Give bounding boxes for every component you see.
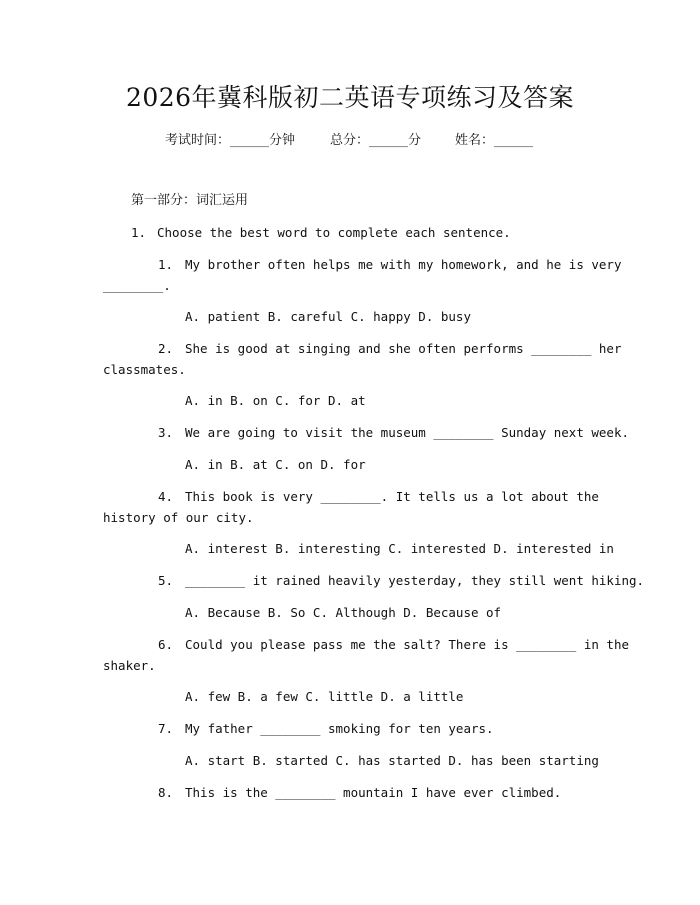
question-8	[158, 784, 561, 802]
question-4-continuation: history of our city.	[103, 510, 254, 525]
question-number: 4.	[158, 489, 174, 504]
question-6	[158, 636, 629, 654]
question-3	[158, 424, 629, 442]
question-text: This book is very ________. It tells us a lot about the	[185, 489, 599, 504]
question-3-options: A. in B. at C. on D. for	[185, 457, 366, 472]
question-number: 8.	[158, 785, 174, 800]
question-6-options: A. few B. a few C. little D. a little	[185, 689, 464, 704]
exam-time-field: 考试时间：______分钟	[165, 133, 296, 148]
question-1	[158, 256, 622, 274]
instruction-number: 1.	[131, 225, 147, 240]
question-number: 2.	[158, 341, 174, 356]
question-7-options: A. start B. started C. has started D. has been starting	[185, 753, 599, 768]
question-1-continuation: ________.	[103, 278, 171, 293]
question-text: She is good at singing and she often performs ________ her	[185, 341, 622, 356]
question-text: This is the ________ mountain I have ever climbed.	[185, 785, 562, 800]
student-name-field: 姓名：______	[455, 133, 534, 148]
question-number: 5.	[158, 573, 174, 588]
question-4-options: A. interest B. interesting C. interested D. interested in	[185, 541, 614, 556]
question-7	[158, 720, 494, 738]
question-text: My brother often helps me with my homework, and he is very	[185, 257, 622, 272]
question-number: 1.	[158, 257, 174, 272]
question-5-options: A. Because B. So C. Although D. Because of	[185, 605, 502, 620]
page-title: 2026年冀科版初二英语专项练习及答案	[125, 83, 575, 112]
question-number: 7.	[158, 721, 174, 736]
question-number: 6.	[158, 637, 174, 652]
section-heading: 第一部分：词汇运用	[131, 193, 249, 208]
instruction	[131, 224, 511, 242]
question-text: ________ it rained heavily yesterday, they still went hiking.	[185, 573, 645, 588]
question-2-options: A. in B. on C. for D. at	[185, 393, 366, 408]
question-text: My father ________ smoking for ten years.	[185, 721, 494, 736]
question-1-options: A. patient B. careful C. happy D. busy	[185, 309, 471, 324]
instruction-text: Choose the best word to complete each sentence.	[157, 225, 511, 240]
question-2	[158, 340, 622, 358]
question-text: We are going to visit the museum ________ Sunday next week.	[185, 425, 630, 440]
question-2-continuation: classmates.	[103, 362, 186, 377]
question-text: Could you please pass me the salt? There is ________ in the	[185, 637, 630, 652]
question-number: 3.	[158, 425, 174, 440]
question-5	[158, 572, 644, 590]
total-score-field: 总分：______分	[330, 133, 422, 148]
question-6-continuation: shaker.	[103, 658, 156, 673]
question-4	[158, 488, 599, 506]
